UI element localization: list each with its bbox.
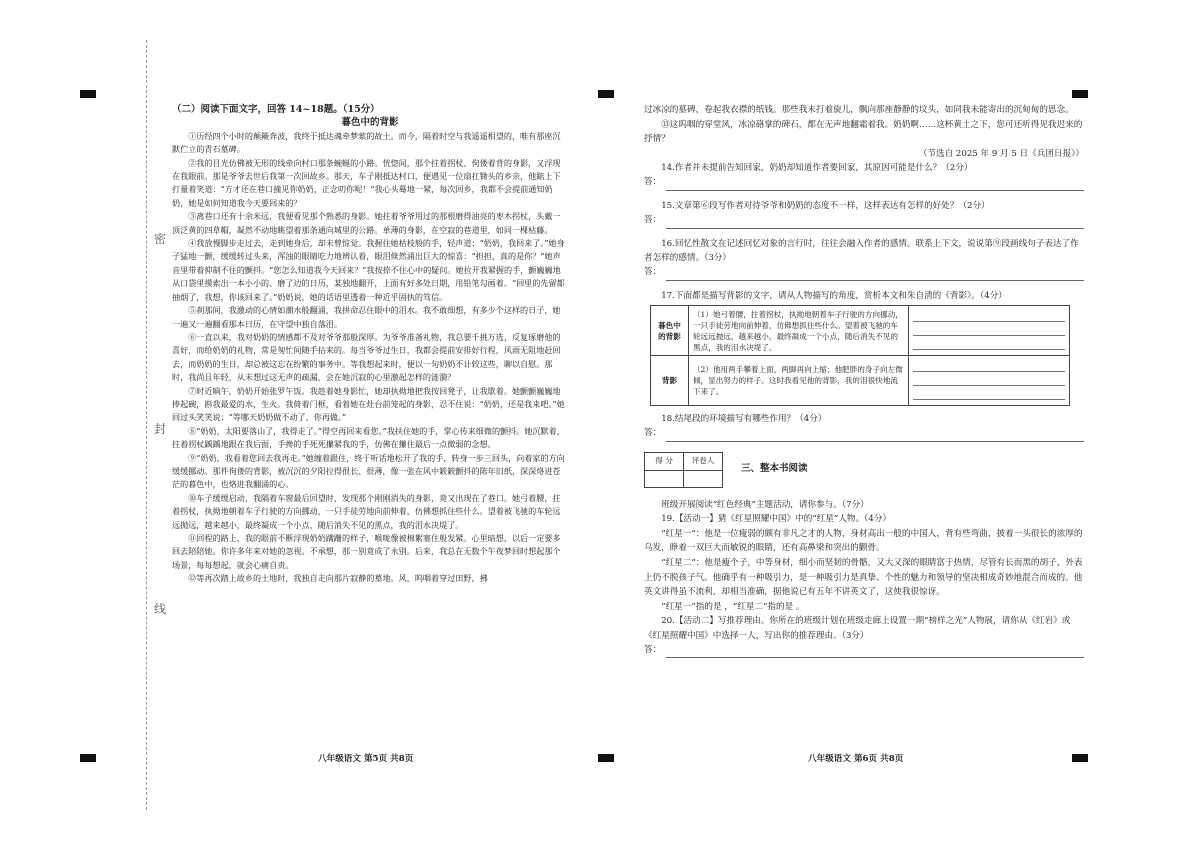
- paragraph: ⑫等再次踏上故乡的土地时，我独自走向那片寂静的墓地。风，呜咽着穿过田野，拂: [188, 573, 488, 584]
- score-header: 得 分: [645, 452, 684, 470]
- right-page: [644, 103, 1084, 666]
- activity-intro: 班级开展阅读“红色经典”主题活动，请你参与。（7分）: [661, 499, 869, 510]
- binding-line: [146, 40, 147, 810]
- question-14: 14.作者并未提前告知回家，奶奶却知道作者要回家，其原因可能是什么？（2分）: [661, 163, 973, 174]
- left-page: [172, 103, 568, 586]
- section-heading: （二）阅读下面文字，回答 14~18题。（15分）: [172, 104, 380, 115]
- paragraph: ⑬这呜咽的穿堂风，冰凉硌掌的碑石，都在无声地翻霜着我。奶奶啊……这杯黄土之下，您可还听得见我迟来的抒情？: [644, 119, 1083, 145]
- question-19: 19.【活动一】猜《红星照耀中国》中的“红星”人物。（4分）: [661, 514, 892, 525]
- paragraph: ④我放慢脚步走过去，走到她身后，却未曾惊觉。我握住她枯枝般的手，轻声道：“奶奶，我回来了。”她身子猛地一颤，缓缓转过头来，浑浊的眼睛吃力地辨认着，眼泪倏然涌出巨大的惊喜：“担担，真的是你？”她声音里带着抑制不住的颤抖。“您怎么知道我今天回来？”我按捺不住心中的疑问。她拉开我紧握的手，颤巍巍地从口袋里摸索出一本小小的、磨了边的日历，某独地翻开，上面有好多处日期，用铅笔勾画着。“回里的先留都抽烟了，我想，你该回来了。”奶奶说，她的话语里透着一种近乎固执的笃信。: [172, 238, 565, 302]
- fill-in-blank[interactable]: “红星一”指的是 ，“红星二”指的是 。: [661, 601, 805, 612]
- paragraph-continued: 过冰凉的墓碑，卷起我衣襟的纸钱。那些我未打着旋儿，飘向那座静静的坟头，如同我未能寄出的沉甸甸的思念。: [644, 105, 1074, 115]
- paragraph: ③离巷口还有十余米远，我便看见那个熟悉的身影。她拄着爷爷用过的那根磨得油亮的枣木拐杖，头戴一顶泛黄的四草帽，凝然不动地眺望着那条通向城里的公路。单薄的身影，在空寂的巷道里，如同一棵枯藤。: [172, 211, 561, 235]
- question-17-table: [650, 305, 1070, 406]
- question-18: 18.结尾段的环境描写有哪些作用？（4分）: [661, 414, 827, 425]
- paragraph: ⑦时近晌午，奶奶开始张罗午饭。我趁着她身影忙，她却执拗地把我按回凳子，让我歇着。她颤颤巍巍地捧起碗，斟我最爱的水，生火。我倚着门框，看着她在灶台前笼起的身影，忍不住说：“奶奶，还是我来吧。”她回过头笑笑说：“等哪天奶奶做不动了，你再做。”: [172, 385, 565, 423]
- answer-line[interactable]: 答：: [666, 645, 1084, 658]
- score-box: [644, 452, 723, 488]
- question-15: 15.文章第⑥段写作者对待爷爷和奶奶的态度不一样，这样表达有怎样的好处？（2分）: [661, 200, 990, 211]
- page-footer-left: 八年级语文 第5页 共8页: [318, 754, 414, 764]
- binding-char-mi: 密: [154, 232, 167, 246]
- paragraph-underlined: ⑨“奶奶，我看着您回去我再走。”她缠着跟住，终于听话地松开了我的手，转身一步三回头，向着家的方向缓缓挪动。那件佝偻的背影，被沉沉的夕阳拉得很长、很薄，像一张在风中簌簌颤抖的陈年旧纸，深深烙进苍茫的暮色中，也烙进我翻涌的心。: [172, 452, 565, 490]
- row-label: 暮色中的背影: [651, 306, 689, 356]
- row-answer[interactable]: [908, 356, 1069, 406]
- registration-mark: [598, 754, 614, 762]
- binding-char-feng: 封: [154, 422, 167, 436]
- row-label: 背影: [651, 356, 689, 406]
- article-title: 暮色中的背影: [341, 117, 399, 129]
- red-star-1: “红星一”：他是一位瘦弱的颇有非凡之才的人物，身材高出一般的中国人，背有些弯曲，披着一头很长的浓厚的乌发，睁着一双巨大而敏锐的眼睛，还有高鼻梁和突出的颧骨。: [644, 528, 1083, 554]
- page-footer-right: 八年级语文 第6页 共8页: [808, 754, 904, 764]
- paragraph: ⑩车子缓缓启动，我隔着车窗最后回望时，发现那个刚刚消失的身影，竟又出现在了巷口。她弓着腰，拄着拐杖，执拗地朝着车子行驶的方向挪动，一只手徒劳地向前伸着，仿佛想抓住些什么。望着被飞驰的车轮远远抛远，越来越小，最终凝成一个小点，随后消失不见的黑点，我的泪水决堤了。: [172, 492, 561, 530]
- answer-line[interactable]: 答：: [666, 429, 1084, 442]
- grader-cell[interactable]: [684, 470, 723, 487]
- red-star-2: “红星二”：他是瘦个子，中等身材，细小而坚韧的骨骼，又大又深的眼睛富于热情，尽管有长而黑的胡子，外表上仍不脱孩子气。他确乎有一种吸引力，是一种吸引力是真挚、个性的魅力和领导的坚决相成奇妙地混合而成的。他英文讲得虽不流利，却相当准确，据他说已有五年不讲英文了，这使我很惊讶。: [644, 557, 1083, 598]
- score-row: [644, 452, 1084, 488]
- registration-mark: [80, 754, 96, 762]
- grader-header: 评卷人: [684, 452, 723, 470]
- row-text: （1）她弓着腰，拄着拐杖，执拗地朝着车子行驶的方向挪动，一只手徒劳地向前伸着，仿佛想抓住些什么。望着被飞驰的车轮远远抛远，越来越小，最终凝成一个小点，随后消失不见的黑点，我的泪水决堤了。: [688, 306, 908, 356]
- question-16: 16.回忆性散文在记述回忆对象的言行时，往往会融入作者的感情。联系上下文，说说第⑨段画线句子表达了作者怎样的感情。（3分）: [644, 238, 1079, 264]
- paragraph: ②我的目光仿佛被无形的线牵向村口那条蜿蜒的小路。恍惚间，那个拄着拐杖、佝偻着背的身影，又浮现在我眼前。那是爷爷去世后我第一次回故乡。那天，车子刚抵达村口，便遇见一位扇扛锄头的乡亲，他踮上下打量着笑道：“方才还在巷口撞见你奶奶，正念叨你呢！”我心头蓦地一紧，每次回乡，我都不会提前通知奶奶，她是如何知道我今天要回来的？: [172, 157, 561, 208]
- answer-line[interactable]: 答：: [666, 268, 1084, 281]
- registration-mark: [1072, 754, 1088, 762]
- binding-char-xian: 线: [154, 602, 167, 616]
- registration-mark: [80, 90, 96, 98]
- source-note: （节选自 2025 年 9 月 5 日《兵团日报》）: [918, 148, 1084, 159]
- row-text: （2）他用两手攀着上面，两脚再向上缩；他肥胖的身子向左微倾，显出努力的样子。这时我看见他的背影，我的泪很快地流下来了。: [688, 356, 908, 406]
- question-17: 17.下面都是描写背影的文字，请从人物描写的角度，赏析本文和朱自清的《背影》。（4分）: [661, 290, 1007, 301]
- question-20: 20.【活动二】写推荐理由。你所在的班级计划在班级走廊上设置一期“榜样之光”人物展，请你从《红岩》或《红星照耀中国》中选择一人，写出你的推荐理由。（3分）: [644, 616, 1071, 641]
- paragraph: ⑪回程的路上，我的眼前不断浮现奶奶蹒跚的样子，喉咙像被棉絮塞住般发紧。心里暗想，以后一定要多回去陪陪她。你许多年来对她的忽视。不承想，那一别竟成了永别。后来，我总在无数个午夜梦回时想起那个场景，每每想起，就会心痛自责。: [172, 533, 561, 570]
- paragraph: ⑤刹那间，我激动的心情如潮水般翻涌，我拼命忍住眼中的泪水。我不敢细想，有多少个这样的日子，她一遍又一遍翻看那本日历，在守望中独自落泪。: [172, 305, 561, 329]
- answer-line[interactable]: 答：: [666, 178, 1084, 191]
- paragraph: ⑧“奶奶，太阳要落山了，我得走了。”得空再回来看您。”我扶住她的手，掌心传来细微的颤抖。她沉默着，拄着拐杖踽踽地跟在我后面，手搀的手死死攥紧我的手，仿佛在攥住最后一点微弱的念想。: [172, 425, 565, 450]
- section-3-title: 三、整本书阅读: [741, 463, 808, 475]
- row-answer[interactable]: [908, 306, 1069, 356]
- paragraph: ①历经四个小时的颠簸奔波，我终于抵达魂牵梦萦的故土。而今，隔着时空与我遥遥相望的，唯有那座沉默伫立的青石墓碑。: [172, 130, 561, 155]
- registration-mark: [598, 90, 614, 98]
- answer-line[interactable]: 答：: [666, 216, 1084, 229]
- score-cell[interactable]: [645, 470, 684, 487]
- registration-mark: [1072, 90, 1088, 98]
- paragraph: ⑥一直以来，我对奶奶的情感都不及对爷爷那般深厚。为爷爷准备礼物，我总要千挑万选，反复琢磨他的喜好，而给奶奶的礼物，常是匆忙间随手拈来的。每当爷爷过生日，我都会提前安排好行程，风雨无阻地赶回去，而奶奶的生日，却总被这忘在纷繁的事务中。等我想起来时，便以一句奶奶不计较这些，聊以自慰。那时，我尚且年轻，从未想过这无声的疏漏，会在她沉寂的心里激起怎样的涟漪？: [172, 331, 561, 383]
